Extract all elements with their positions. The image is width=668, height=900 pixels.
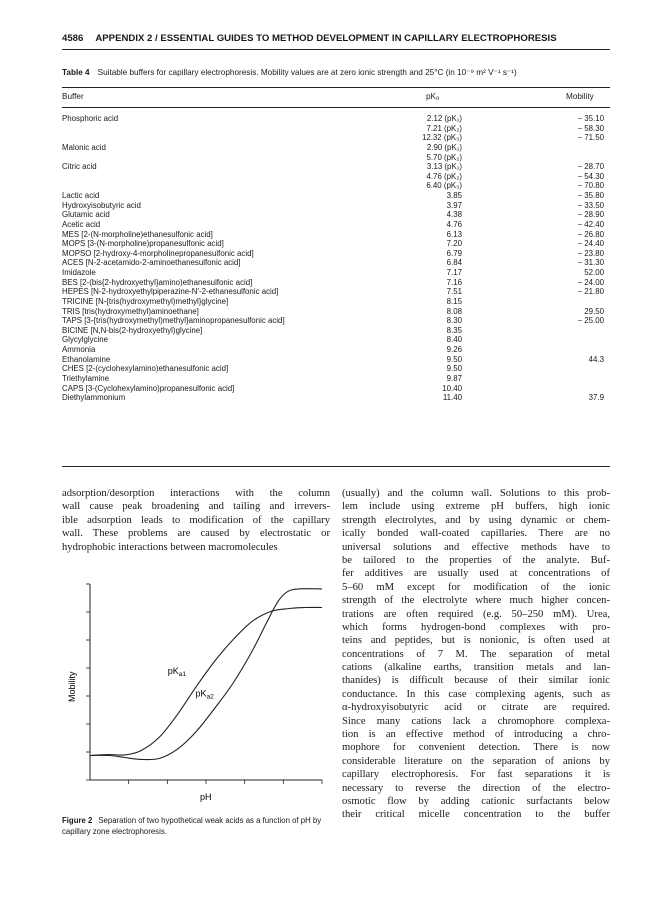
figure-caption-text: Separation of two hypothetical weak acids as a function of pH by capillary zone electrophoresis. xyxy=(62,816,322,836)
cell-buffer: Glycylglycine xyxy=(62,335,109,345)
cell-mobility: − 71.50 xyxy=(577,133,604,143)
text-line: wall. These problems are caused by electrostatic or xyxy=(62,528,330,540)
table-top-rule xyxy=(62,87,610,88)
text-line: mophore for convenient detection. There is now xyxy=(342,742,610,754)
cell-pka: 2.12 (pK₁) xyxy=(426,114,462,123)
cell-mobility: 37.9 xyxy=(588,393,604,403)
cell-buffer: Ethanolamine xyxy=(62,354,111,364)
table-row xyxy=(62,172,610,182)
table-caption xyxy=(62,67,610,77)
text-line: trations are often required (e.g. 50–250 mM). Urea, xyxy=(342,608,610,620)
cell-pka: 5.70 (pK₂) xyxy=(426,152,462,162)
table-row xyxy=(62,393,610,403)
table-row xyxy=(62,143,610,153)
cell-pka: 8.35 xyxy=(446,325,462,335)
cell-buffer: Acetic acid xyxy=(62,219,101,229)
cell-buffer: MOPS [3-(N-morpholine)propanesulfonic acid] xyxy=(62,239,224,249)
running-title: APPENDIX 2 / ESSENTIAL GUIDES TO METHOD DEVELOPMENT IN CAPILLARY ELECTROPHORESIS xyxy=(95,33,557,44)
cell-pka: 9.50 xyxy=(446,364,462,374)
cell-buffer: MOPSO [2-hydroxy-4-morpholinepropanesulfonic acid] xyxy=(62,248,254,258)
text-line: considerable literature on the separation of anions by xyxy=(342,755,610,767)
cell-mobility: − 54.30 xyxy=(577,171,604,181)
cell-mobility: − 26.80 xyxy=(577,229,604,239)
text-line: necessary to reverse the direction of the electro- xyxy=(342,782,610,794)
table-row xyxy=(62,316,610,326)
cell-mobility: 29.50 xyxy=(584,306,604,316)
table-row xyxy=(62,364,610,374)
table-row xyxy=(62,335,610,345)
cell-pka: 7.51 xyxy=(446,287,462,297)
cell-mobility: − 35.80 xyxy=(577,191,604,200)
figure-2-chart xyxy=(62,574,330,804)
text-line: ible adsorption leads to modification of the capillary xyxy=(62,514,330,526)
cell-mobility: 52.00 xyxy=(584,268,604,277)
cell-pka: 8.40 xyxy=(446,335,462,345)
table-row xyxy=(62,220,610,230)
table-row xyxy=(62,114,610,124)
cell-buffer: MES [2-(N-morpholine)ethanesulfonic acid] xyxy=(62,229,213,239)
cell-buffer: Citric acid xyxy=(62,162,97,172)
cell-pka: 6.40 (pK₃) xyxy=(426,181,462,191)
figure-label: Figure 2 xyxy=(62,816,93,825)
col-header-buffer: Buffer xyxy=(62,92,84,101)
table-row xyxy=(62,287,610,297)
cell-mobility: − 28.90 xyxy=(577,210,604,220)
text-line: lem include using extreme pH buffers, high ionic xyxy=(342,501,610,513)
col-header-pka: pKₐ xyxy=(426,92,440,101)
text-line: tion is an effective method of introducing a chro- xyxy=(342,729,610,741)
cell-buffer: CAPS [3-(Cyclohexylamino)propanesulfonic acid] xyxy=(62,383,235,393)
text-line: strength electrolytes, and by using dynamic or chem- xyxy=(342,514,610,526)
text-line: cations (alkaline earths, transition metals and lan- xyxy=(342,662,610,674)
cell-mobility: − 42.40 xyxy=(577,219,604,229)
series-line-pk-a2 xyxy=(90,589,322,760)
cell-pka: 3.85 xyxy=(446,191,462,200)
cell-buffer: Triethylamine xyxy=(62,373,110,383)
text-line: be tailored to the properties of the analyte. Buf- xyxy=(342,554,610,566)
cell-pka: 3.13 (pK₁) xyxy=(426,162,462,172)
cell-buffer: Phosphoric acid xyxy=(62,114,119,123)
cell-buffer: Hydroxyisobutyric acid xyxy=(62,200,141,210)
cell-pka: 8.08 xyxy=(446,306,462,316)
text-line: Since many cations lack a chromophore complexa- xyxy=(342,715,610,727)
table-row xyxy=(62,210,610,220)
text-line: universal solutions and effective methods have to xyxy=(342,541,610,553)
table-row xyxy=(62,374,610,384)
cell-mobility: − 33.50 xyxy=(577,200,604,210)
table-row xyxy=(62,191,610,201)
table-row xyxy=(62,258,610,268)
cell-buffer: Malonic acid xyxy=(62,142,106,152)
cell-mobility: 44.3 xyxy=(588,354,604,364)
page-number: 4586 xyxy=(62,33,84,44)
cell-mobility: − 58.30 xyxy=(577,123,604,133)
cell-mobility: − 23.80 xyxy=(577,248,604,258)
right-column-text xyxy=(342,487,610,822)
cell-mobility: − 24.00 xyxy=(577,277,604,287)
cell-buffer: Lactic acid xyxy=(62,191,100,200)
table-label: Table 4 xyxy=(62,68,90,77)
table-row xyxy=(62,133,610,143)
table-caption-text: Suitable buffers for capillary electrophoresis. Mobility values are at zero ionic strength and 25°C (in 10⁻⁹ m² V⁻¹ s⁻¹) xyxy=(97,68,517,77)
cell-pka: 10.40 xyxy=(442,383,462,393)
cell-pka: 9.87 xyxy=(446,373,462,383)
cell-pka: 6.13 xyxy=(446,229,462,239)
header-rule xyxy=(62,49,610,50)
cell-pka: 7.21 (pK₂) xyxy=(426,123,462,133)
text-line: osmotic flow by adding cationic surfactants below xyxy=(342,795,610,807)
text-line: concentrations of 7 M. The separation of metal xyxy=(342,648,610,660)
figure-caption xyxy=(62,815,330,837)
table-row xyxy=(62,239,610,249)
cell-pka: 6.84 xyxy=(446,258,462,268)
cell-pka: 4.76 xyxy=(446,219,462,229)
text-line: fer additives are usually used at concentrations of xyxy=(342,568,610,580)
cell-pka: 8.15 xyxy=(446,296,462,306)
text-line: teins and peptides, but is nonionic, is often used at xyxy=(342,635,610,647)
table-row xyxy=(62,307,610,317)
text-line: capillary electrophoresis. For fast separations it is xyxy=(342,769,610,781)
table-row xyxy=(62,384,610,394)
cell-buffer: Ammonia xyxy=(62,345,96,354)
cell-buffer: TRICINE [N-{tris(hydroxymethyl)methyl}glycine] xyxy=(62,296,229,306)
cell-buffer: CHES [2-(cyclohexylamino)ethanesulfonic acid] xyxy=(62,364,229,374)
cell-mobility: − 21.80 xyxy=(577,287,604,297)
cell-pka: 4.76 (pK₂) xyxy=(426,171,462,181)
cell-pka: 8.30 xyxy=(446,316,462,326)
cell-pka: 6.79 xyxy=(446,248,462,258)
table-row xyxy=(62,124,610,134)
table-row xyxy=(62,201,610,211)
table-row xyxy=(62,326,610,336)
cell-buffer: ACES [N-2-acetamido-2-aminoethanesulfonic acid] xyxy=(62,258,241,268)
cell-pka: 9.50 xyxy=(446,354,462,364)
cell-pka: 9.26 xyxy=(446,345,462,354)
table-body xyxy=(62,114,610,403)
col-header-mobility: Mobility xyxy=(566,92,594,101)
cell-buffer: HEPES [N-2-hydroxyethylpiperazine-N′-2-ethanesulfonic acid] xyxy=(62,287,279,297)
text-line: α-hydroxyisobutyric acid or citrate are required. xyxy=(342,702,610,714)
cell-buffer: BICINE [N,N-bis(2-hydroxyethyl)glycine] xyxy=(62,325,203,335)
text-line: 5–60 mM except for modification of the ionic xyxy=(342,581,610,593)
table-header-rule xyxy=(62,107,610,108)
text-line: adsorption/desorption interactions with the column xyxy=(62,488,330,499)
text-line: hydrophobic interactions between macromolecules xyxy=(62,541,278,553)
text-line: conductance. In this case complexing agents, such as xyxy=(342,688,610,700)
text-line: which forms hydrogen-bond complexes with pro- xyxy=(342,621,610,633)
series-line-pk-a1 xyxy=(90,607,322,755)
cell-pka: 2.90 (pK₁) xyxy=(426,142,462,152)
table-row xyxy=(62,268,610,278)
series-label-pk-a1: $pK_{a1}$ xyxy=(167,666,186,679)
table-bottom-rule xyxy=(62,466,610,467)
table-row xyxy=(62,297,610,307)
running-head xyxy=(62,33,610,44)
text-line: thanides) is difficult because of their similar ionic xyxy=(342,675,610,687)
cell-buffer: Glutamic acid xyxy=(62,210,110,220)
cell-buffer: BES [2-(bis{2-hydroxyethyl}amino)ethanesulfonic acid] xyxy=(62,277,253,287)
cell-mobility: − 31.30 xyxy=(577,258,604,268)
cell-pka: 7.16 xyxy=(446,277,462,287)
table-row xyxy=(62,162,610,172)
cell-mobility: − 24.40 xyxy=(577,239,604,249)
table-row xyxy=(62,278,610,288)
cell-buffer: TAPS [3-{tris(hydroxymethyl)methyl}aminopropanesulfonic acid] xyxy=(62,316,285,326)
text-line: strength of the electrolyte where much higher concen- xyxy=(342,595,610,607)
cell-mobility: − 25.00 xyxy=(577,316,604,326)
x-axis-label: pH xyxy=(200,792,212,802)
cell-mobility: − 28.70 xyxy=(577,162,604,172)
table-row xyxy=(62,181,610,191)
table-row xyxy=(62,355,610,365)
cell-pka: 4.38 xyxy=(446,210,462,220)
text-line: their critical micelle concentration to the buffer xyxy=(342,809,610,821)
cell-pka: 12.32 (pK₃) xyxy=(421,133,462,143)
table-row xyxy=(62,345,610,355)
table-row xyxy=(62,249,610,259)
y-axis-label: Mobility xyxy=(67,671,77,702)
cell-mobility: − 70.80 xyxy=(577,181,604,191)
cell-buffer: Imidazole xyxy=(62,268,96,277)
cell-buffer: TRIS [tris(hydroxymethyl)aminoethane] xyxy=(62,306,199,316)
left-column-text xyxy=(62,487,330,554)
table-row xyxy=(62,230,610,240)
cell-pka: 11.40 xyxy=(442,393,462,403)
cell-pka: 3.97 xyxy=(446,200,462,210)
cell-mobility: − 35.10 xyxy=(577,114,604,123)
cell-pka: 7.20 xyxy=(446,239,462,249)
table-row xyxy=(62,153,610,163)
text-line: wall cause peak broadening and tailing and irrevers- xyxy=(62,501,330,513)
cell-pka: 7.17 xyxy=(446,268,462,277)
series-label-pk-a2: $pK_{a2}$ xyxy=(195,688,214,701)
text-line: (usually) and the column wall. Solutions to this prob- xyxy=(342,488,610,499)
text-line: ically bonded wall-coated capillaries. There are no xyxy=(342,528,610,540)
cell-buffer: Diethylammonium xyxy=(62,393,126,403)
